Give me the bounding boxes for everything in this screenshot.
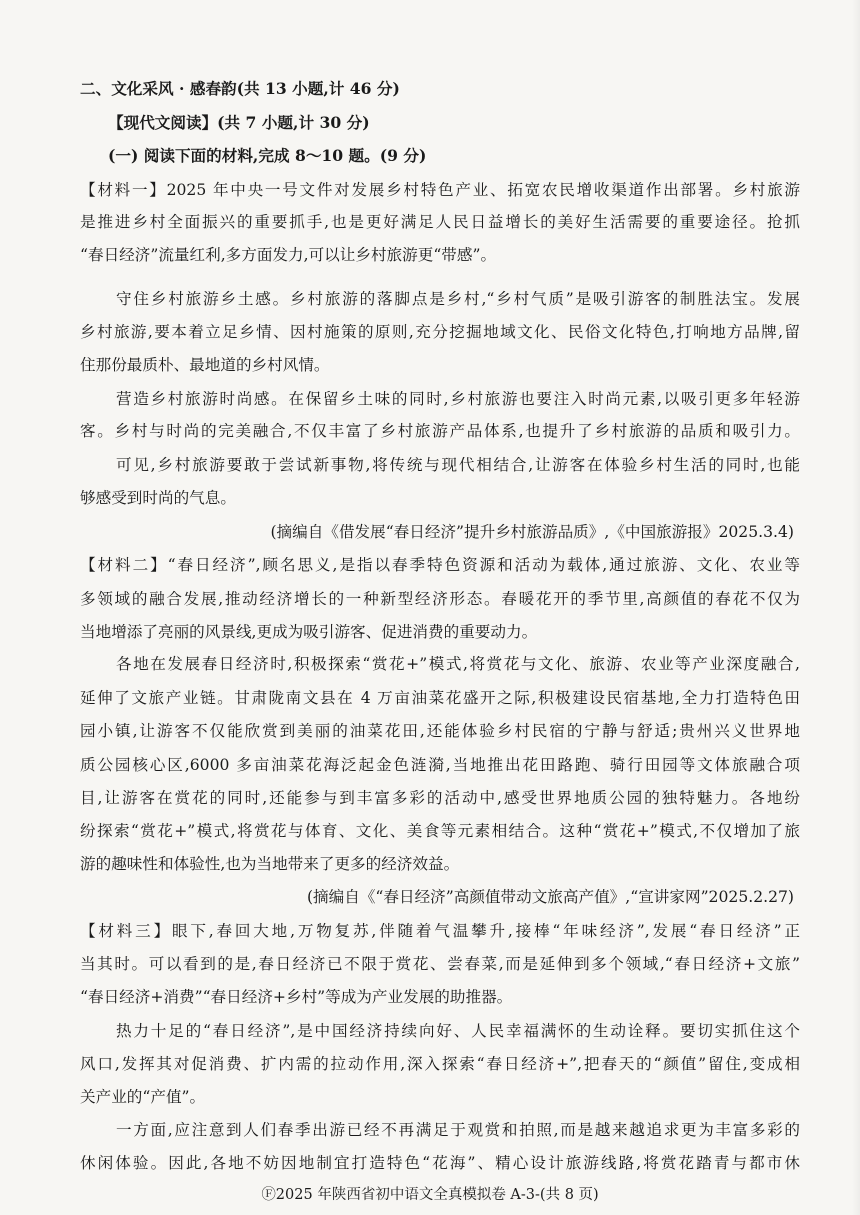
material1-source: (摘编自《借发展“春日经济”提升乡村旅游品质》,《中国旅游报》2025.3.4) [270, 522, 794, 541]
material1-line: 够感受到时尚的气息。 [80, 489, 236, 508]
page-footer: Ⓕ2025 年陕西省初中语文全真模拟卷 A-3-(共 8 页) [261, 1187, 599, 1203]
material2-line: 园小镇,让游客不仅能欣赏到美丽的油菜花田,还能体验乡村民宿的宁静与舒适;贵州兴义世界地 [80, 722, 800, 741]
material3-line: 风口,发挥其对促消费、扩内需的拉动作用,深入探索“春日经济+”,把春天的“颜值”留住,变成相 [80, 1054, 800, 1073]
material1-line: 【材料一】2025 年中央一号文件对发展乡村特色产业、拓宽农民增收渠道作出部署。乡村旅游 [80, 180, 800, 199]
material1-line: 营造乡村旅游时尚感。在保留乡土味的同时,乡村旅游也要注入时尚元素,以吸引更多年轻游 [116, 389, 800, 408]
section-title: 二、文化采风 · 感春韵(共 13 小题,计 46 分) [80, 79, 400, 98]
material2-source: (摘编自《“春日经济”高颜值带动文旅高产值》,“宣讲家网”2025.2.27) [306, 888, 794, 907]
material2-line: 质公园核心区,6000 多亩油菜花海泛起金色涟漪,当地推出花田路跑、骑行田园等文体旅融合项 [80, 755, 800, 774]
material2-line: 各地在发展春日经济时,积极探索“赏花+”模式,将赏花与文化、旅游、农业等产业深度融合, [116, 655, 800, 674]
material3-line: 休闲体验。因此,各地不妨因地制宜打造特色“花海”、精心设计旅游线路,将赏花踏青与都市休 [80, 1154, 800, 1173]
material1-line: 住那份最质朴、最地道的乡村风情。 [80, 355, 330, 374]
material2-line: 当地增添了亮丽的风景线,更成为吸引游客、促进消费的重要动力。 [80, 622, 538, 641]
material1-line: 可见,乡村旅游要敢于尝试新事物,将传统与现代相结合,让游客在体验乡村生活的同时,也能 [116, 456, 800, 475]
material3-line: 关产业的“产值”。 [80, 1088, 206, 1107]
material3-line: 【材料三】眼下,春回大地,万物复苏,伴随着气温攀升,接棒“年味经济”,发展“春日经济”正 [80, 922, 800, 941]
scan-edge-shadow [852, 0, 860, 1215]
material1-line: 乡村旅游,要本着立足乡情、因村施策的原则,充分挖掘地域文化、民俗文化特色,打响地方品牌,留 [80, 322, 800, 341]
material2-line: 纷探索“赏花+”模式,将赏花与体育、文化、美食等元素相结合。这种“赏花+”模式,不仅增加了旅 [80, 821, 800, 840]
material2-line: 【材料二】“春日经济”,顾名思义,是指以春季特色资源和活动为载体,通过旅游、文化、农业等 [80, 555, 800, 574]
material2-line: 多领域的融合发展,推动经济增长的一种新型经济形态。春暖花开的季节里,高颜值的春花不仅为 [80, 589, 800, 608]
material1-line: 是推进乡村全面振兴的重要抓手,也是更好满足人民日益增长的美好生活需要的重要途径。抢抓 [80, 213, 800, 232]
material3-line: “春日经济+消费”“春日经济+乡村”等成为产业发展的助推器。 [80, 987, 513, 1006]
subsection-title: 【现代文阅读】(共 7 小题,计 30 分) [108, 112, 370, 132]
material1-line: 守住乡村旅游乡土感。乡村旅游的落脚点是乡村,“乡村气质”是吸引游客的制胜法宝。发展 [116, 290, 800, 309]
material3-line: 一方面,应注意到人们春季出游已经不再满足于观赏和拍照,而是越来越追求更为丰富多彩的 [116, 1121, 800, 1140]
material2-line: 游的趣味性和体验性,也为当地带来了更多的经济效益。 [80, 855, 460, 874]
material3-line: 热力十足的“春日经济”,是中国经济持续向好、人民幸福满怀的生动诠释。要切实抓住这个 [116, 1021, 800, 1040]
material2-line: 延伸了文旅产业链。甘肃陇南文县在 4 万亩油菜花盛开之际,积极建设民宿基地,全力打造特色田 [80, 689, 800, 708]
material1-line: 客。乡村与时尚的完美融合,不仅丰富了乡村旅游产品体系,也提升了乡村旅游的品质和吸引力。 [80, 422, 800, 441]
material2-line: 目,让游客在赏花的同时,还能参与到丰富多彩的活动中,感受世界地质公园的独特魅力。各地纷 [80, 788, 800, 807]
material1-line: “春日经济”流量红利,多方面发力,可以让乡村旅游更“带感”。 [80, 246, 497, 265]
part-title: (一) 阅读下面的材料,完成 8～10 题。(9 分) [108, 145, 427, 165]
material3-line: 当其时。可以看到的是,春日经济已不限于赏花、尝春菜,而是延伸到多个领域,“春日经济+文旅” [80, 955, 800, 974]
